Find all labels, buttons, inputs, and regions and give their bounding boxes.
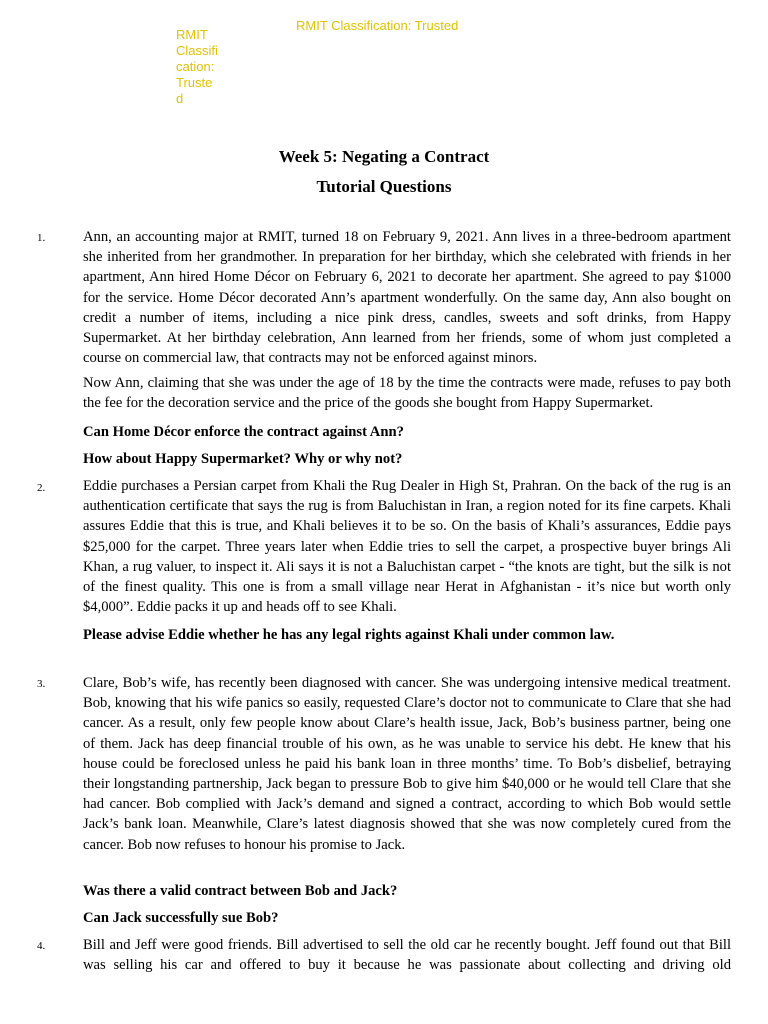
question-number: 2.: [37, 482, 46, 494]
question-paragraph: Ann, an accounting major at RMIT, turned 18 on February 9, 2021. Ann lives in a three-bedroom apartment she inherited from her grandmother. In preparation for her birthday, which she celebrated with friends in her apartment, Ann hired Home Décor on February 6, 2021 to decorate her apartment. She agreed to pay $1000 for the service. Home Décor decorated Ann’s apartment wonderfully. On the same day, Ann also bought on credit a number of items, including a nice pink dress, candles, sweets and soft drinks, from Happy Supermarket. At her birthday celebration, Ann learned from her friends, some of whom just completed a course on commercial law, that contracts may not be enforced against minors.: [83, 229, 731, 367]
classification-margin-note: RMIT Classifi cation: Truste d: [176, 27, 218, 106]
question-ask: Was there a valid contract between Bob and Jack?: [83, 883, 398, 899]
question-paragraph: Bill and Jeff were good friends. Bill advertised to sell the old car he recently bought. Jeff found out that Bill was selling his car and offered to buy it because he was passionate about collecting and driving old: [83, 937, 731, 974]
question-number: 4.: [37, 940, 46, 952]
question-ask: Please advise Eddie whether he has any legal rights against Khali under common law.: [83, 627, 615, 643]
question-number: 1.: [37, 232, 46, 244]
question-ask: Can Jack successfully sue Bob?: [83, 910, 279, 926]
question-paragraph: Now Ann, claiming that she was under the age of 18 by the time the contracts were made, refuses to pay both the fee for the decoration service and the price of the goods she bought from Happy Supermarket.: [83, 375, 731, 412]
document-subtitle: Tutorial Questions: [316, 177, 452, 196]
classification-header: RMIT Classification: Trusted: [296, 18, 459, 33]
question-number: 3.: [37, 678, 46, 690]
question-ask: How about Happy Supermarket? Why or why not?: [83, 451, 403, 467]
question-paragraph: Eddie purchases a Persian carpet from Khali the Rug Dealer in High St, Prahran. On the back of the rug is an authentication certificate that says the rug is from Baluchistan in Iran, a region noted for its fine carpets. Khali assures Eddie that this is true, and Khali believes it to be so. On the basis of Khali’s assurances, Eddie pays $25,000 for the carpet. Three years later when Eddie tries to sell the carpet, a prospective buyer brings Ali Khan, a rug valuer, to inspect it. Ali says it is not a Baluchistan carpet - “the knots are tight, but the silk is not of the finest quality. This one is from a small village near Herat in Afghanistan - it’s nice but worth only $4,000”. Eddie packs it up and heads off to see Khali.: [83, 478, 731, 616]
document-title: Week 5: Negating a Contract: [278, 147, 490, 166]
question-ask: Can Home Décor enforce the contract against Ann?: [83, 424, 404, 440]
question-paragraph: Clare, Bob’s wife, has recently been diagnosed with cancer. She was undergoing intensive medical treatment. Bob, knowing that his wife panics so easily, requested Clare’s doctor not to communicate to Clare that she had cancer. As a result, only few people know about Clare’s health issue, Jack, Bob’s business partner, being one of them. Jack has deep financial trouble of his own, as he was unable to service his debt. He knew that his house could be foreclosed unless he paid his bank loan in three months’ time. To Bob’s disbelief, betraying their longstanding partnership, Jack began to pressure Bob to give him $40,000 or he would tell Clare that she had cancer. Bob complied with Jack’s demand and signed a contract, according to which Bob would settle Jack’s bank loan. Meanwhile, Clare’s latest diagnosis showed that she was now completely cured from the cancer. Bob now refuses to honour his promise to Jack.: [83, 675, 731, 853]
